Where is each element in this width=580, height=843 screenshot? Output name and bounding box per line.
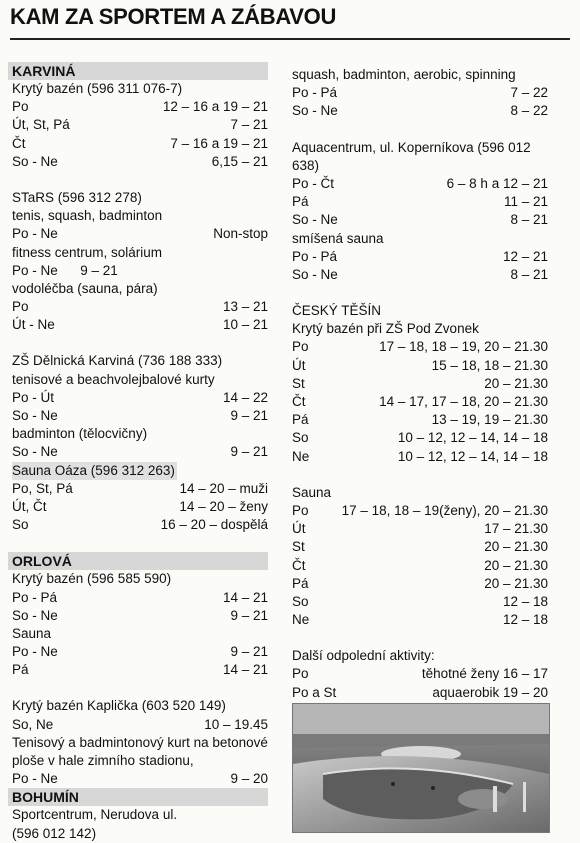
schedule-day: Pá	[292, 412, 309, 428]
schedule-row	[292, 266, 548, 284]
schedule-time: 14 – 17, 17 – 18, 20 – 21.30	[379, 394, 548, 410]
schedule-row	[12, 443, 268, 461]
schedule-day: So - Ne	[292, 103, 338, 119]
schedule-time: 9 – 21	[230, 408, 268, 424]
spacer	[292, 466, 548, 484]
schedule-day: Čt	[12, 135, 26, 151]
section-orlova-heading: ORLOVÁ	[8, 552, 268, 570]
schedule-time: 10 – 12, 12 – 14, 14 – 18	[397, 430, 548, 446]
schedule-day: So	[292, 430, 309, 446]
schedule-time: 9 – 21	[230, 607, 268, 623]
schedule-day: Po	[12, 299, 29, 315]
schedule-row	[12, 98, 268, 116]
schedule-row	[12, 516, 268, 534]
schedule-time: 9 – 21	[230, 644, 268, 660]
schedule-row	[292, 448, 548, 466]
orlova-bazen-name: Krytý bazén (596 585 590)	[12, 571, 172, 587]
schedule-row	[292, 429, 548, 447]
schedule-row	[292, 211, 548, 229]
tesin-bazen-name: Krytý bazén při ZŠ Pod Zvonek	[292, 321, 479, 337]
smisena-sauna-name: smíšená sauna	[292, 230, 384, 246]
schedule-row	[12, 116, 268, 134]
schedule-time: 8 – 22	[510, 103, 548, 119]
schedule-day: So, Ne	[12, 716, 54, 732]
schedule-time: 13 – 19, 19 – 21.30	[431, 412, 548, 428]
schedule-time: 12 – 21	[502, 248, 548, 264]
schedule-time: 17 – 21.30	[484, 521, 548, 537]
schedule-time: 9 – 21	[230, 444, 268, 460]
schedule-time: 10 – 12, 12 – 14, 14 – 18	[397, 448, 548, 464]
schedule-row	[292, 357, 548, 375]
schedule-row: Po - Ne 9 – 21	[12, 262, 118, 278]
schedule-day: Po - Út	[12, 389, 55, 405]
left-column	[12, 62, 268, 843]
schedule-time: aquaerobik 19 – 20	[432, 684, 548, 700]
bohumin-phone: (596 012 142)	[12, 825, 97, 841]
schedule-time: 7 – 22	[510, 85, 548, 101]
schedule-day: Út, St, Pá	[12, 117, 70, 133]
schedule-time: 9 – 20	[230, 771, 268, 787]
sauna-oaza-label: Sauna Oáza (596 312 263)	[12, 462, 177, 480]
schedule-row	[12, 589, 268, 607]
schedule-row	[12, 480, 268, 498]
schedule-row	[292, 665, 548, 683]
spacer	[292, 284, 548, 302]
schedule-day: Po	[292, 339, 309, 355]
spacer	[292, 121, 548, 139]
schedule-row	[12, 661, 268, 679]
schedule-row	[12, 316, 268, 334]
schedule-time: 14 – 22	[222, 389, 268, 405]
schedule-row	[292, 557, 548, 575]
schedule-time: 6,15 – 21	[211, 153, 268, 169]
schedule-day: So	[12, 517, 29, 533]
schedule-time: 16 – 20 – dospělá	[160, 517, 268, 533]
zs-name: ZŠ Dělnická Karviná (736 188 333) tenisové a beachvolejbalové kurty	[12, 353, 223, 387]
stars-sub: fitness centrum, solárium	[12, 244, 163, 260]
schedule-row	[12, 298, 268, 316]
schedule-time: 10 – 21	[222, 317, 268, 333]
schedule-row	[12, 225, 268, 243]
schedule-row	[12, 407, 268, 425]
section-bohumin-heading: BOHUMÍN	[8, 788, 268, 806]
schedule-day: So - Ne	[292, 212, 338, 228]
schedule-day: Po - Pá	[292, 248, 338, 264]
schedule-day: Po	[292, 666, 309, 682]
schedule-time: 8 – 21	[510, 212, 548, 228]
schedule-time: 14 – 20 – ženy	[179, 498, 268, 514]
schedule-time: 12 – 18	[502, 593, 548, 609]
schedule-row	[292, 502, 548, 520]
schedule-day: So - Ne	[12, 408, 58, 424]
schedule-row	[12, 770, 268, 788]
schedule-day: St	[292, 539, 305, 555]
stars-sub: tenis, squash, badminton	[12, 208, 163, 224]
right-column	[292, 66, 548, 702]
schedule-row	[12, 389, 268, 407]
schedule-row	[12, 607, 268, 625]
schedule-day: Po	[292, 502, 309, 518]
schedule-time: 20 – 21.30	[484, 375, 548, 391]
schedule-row	[292, 175, 548, 193]
zs-sub: badminton (tělocvičny)	[12, 426, 148, 442]
schedule-time: 20 – 21.30	[484, 575, 548, 591]
schedule-row	[292, 538, 548, 556]
schedule-row	[292, 411, 548, 429]
schedule-row	[292, 593, 548, 611]
schedule-day: Po - Ne	[12, 644, 58, 660]
schedule-day: So - Ne	[12, 153, 58, 169]
sauna-oaza-name	[12, 462, 268, 480]
schedule-time: 17 – 18, 18 – 19, 20 – 21.30	[379, 339, 548, 355]
schedule-time: Non-stop	[213, 226, 268, 242]
bohumin-continued: squash, badminton, aerobic, spinning	[292, 67, 516, 82]
schedule-day: Ne	[292, 612, 310, 628]
schedule-day: Pá	[292, 194, 309, 210]
schedule-day: Čt	[292, 394, 306, 410]
schedule-day: So	[292, 593, 309, 609]
pool-photo-image	[293, 704, 549, 832]
schedule-day: Út - Ne	[12, 317, 55, 333]
spacer	[12, 171, 268, 189]
schedule-day: Po a St	[292, 684, 337, 700]
schedule-row	[12, 498, 268, 516]
tesin-sauna-name: Sauna	[292, 484, 332, 500]
bohumin-name: Sportcentrum, Nerudova ul.	[12, 807, 178, 823]
schedule-day: Po - Pá	[12, 589, 58, 605]
schedule-time: 20 – 21.30	[484, 539, 548, 555]
schedule-time: 15 – 18, 18 – 21.30	[431, 357, 548, 373]
schedule-time: 14 – 21	[222, 589, 268, 605]
schedule-time: 14 – 20 – muži	[179, 480, 268, 496]
schedule-day: Po, St, Pá	[12, 480, 73, 496]
spacer	[12, 334, 268, 352]
schedule-time: 10 – 19.45	[204, 716, 268, 732]
schedule-row	[292, 520, 548, 538]
schedule-row	[292, 375, 548, 393]
schedule-day: Út	[292, 521, 306, 537]
schedule-row	[292, 102, 548, 120]
schedule-row	[12, 643, 268, 661]
schedule-row	[292, 684, 548, 702]
schedule-row	[292, 575, 548, 593]
spacer	[292, 629, 548, 647]
schedule-row	[292, 338, 548, 356]
schedule-day: So - Ne	[292, 266, 338, 282]
schedule-day: Pá	[12, 662, 29, 678]
stars-name: STaRS (596 312 278)	[12, 189, 142, 205]
schedule-time: těhotné ženy 16 – 17	[421, 666, 548, 682]
schedule-day: Út, Čt	[12, 498, 47, 514]
schedule-row	[12, 153, 268, 171]
schedule-time: 7 – 21	[230, 117, 268, 133]
schedule-time: 17 – 18, 18 – 19(ženy), 20 – 21.30	[341, 502, 548, 518]
karvina-bazen-name: Krytý bazén (596 311 076-7)	[12, 81, 183, 96]
schedule-row	[12, 716, 268, 734]
section-tesin-heading: ČESKÝ TĚŠÍN	[292, 303, 382, 319]
schedule-time: 6 – 8 h a 12 – 21	[446, 175, 548, 191]
kaplicka-name: Krytý bazén Kaplička (603 520 149)	[12, 698, 226, 714]
schedule-row	[292, 193, 548, 211]
aquacentrum-name: Aquacentrum, ul. Koperníkova (596 012 638)	[292, 139, 531, 173]
schedule-time: 12 – 16 a 19 – 21	[162, 99, 268, 115]
schedule-time: 13 – 21	[222, 299, 268, 315]
schedule-time: 20 – 21.30	[484, 557, 548, 573]
page-title-text: KAM ZA SPORTEM A ZÁBAVOU	[10, 4, 337, 29]
stars-sub: vodoléčba (sauna, pára)	[12, 280, 158, 296]
schedule-day: Čt	[292, 557, 306, 573]
schedule-day: Po - Ne	[12, 771, 58, 787]
schedule-time: 7 – 16 a 19 – 21	[170, 135, 268, 151]
schedule-time: 14 – 21	[222, 662, 268, 678]
schedule-day: So - Ne	[12, 607, 58, 623]
schedule-day: Út	[292, 357, 306, 373]
schedule-day: So - Ne	[12, 444, 58, 460]
schedule-day: St	[292, 375, 305, 391]
schedule-row	[292, 248, 548, 266]
schedule-row	[292, 611, 548, 629]
schedule-day: Po - Pá	[292, 85, 338, 101]
schedule-row	[292, 393, 548, 411]
schedule-day: Po	[12, 99, 29, 115]
schedule-day: Pá	[292, 575, 309, 591]
schedule-time: 12 – 18	[502, 612, 548, 628]
pool-photo	[292, 703, 550, 833]
schedule-day: Po - Ne	[12, 226, 58, 242]
section-karvina-heading: KARVINÁ	[8, 62, 268, 80]
schedule-row	[292, 84, 548, 102]
spacer	[12, 534, 268, 552]
dalsi-aktivity-heading: Další odpolední aktivity:	[292, 648, 435, 664]
schedule-time: 8 – 21	[510, 266, 548, 282]
kurt-description: Tenisový a badmintonový kurt na betonové ploše v hale zimního stadionu,	[12, 734, 268, 769]
orlova-sauna-name: Sauna	[12, 625, 52, 641]
schedule-day: Po - Čt	[292, 175, 335, 191]
page-title	[10, 4, 570, 40]
schedule-row	[12, 135, 268, 153]
spacer	[12, 679, 268, 697]
schedule-day: Ne	[292, 448, 310, 464]
schedule-time: 11 – 21	[503, 194, 548, 210]
